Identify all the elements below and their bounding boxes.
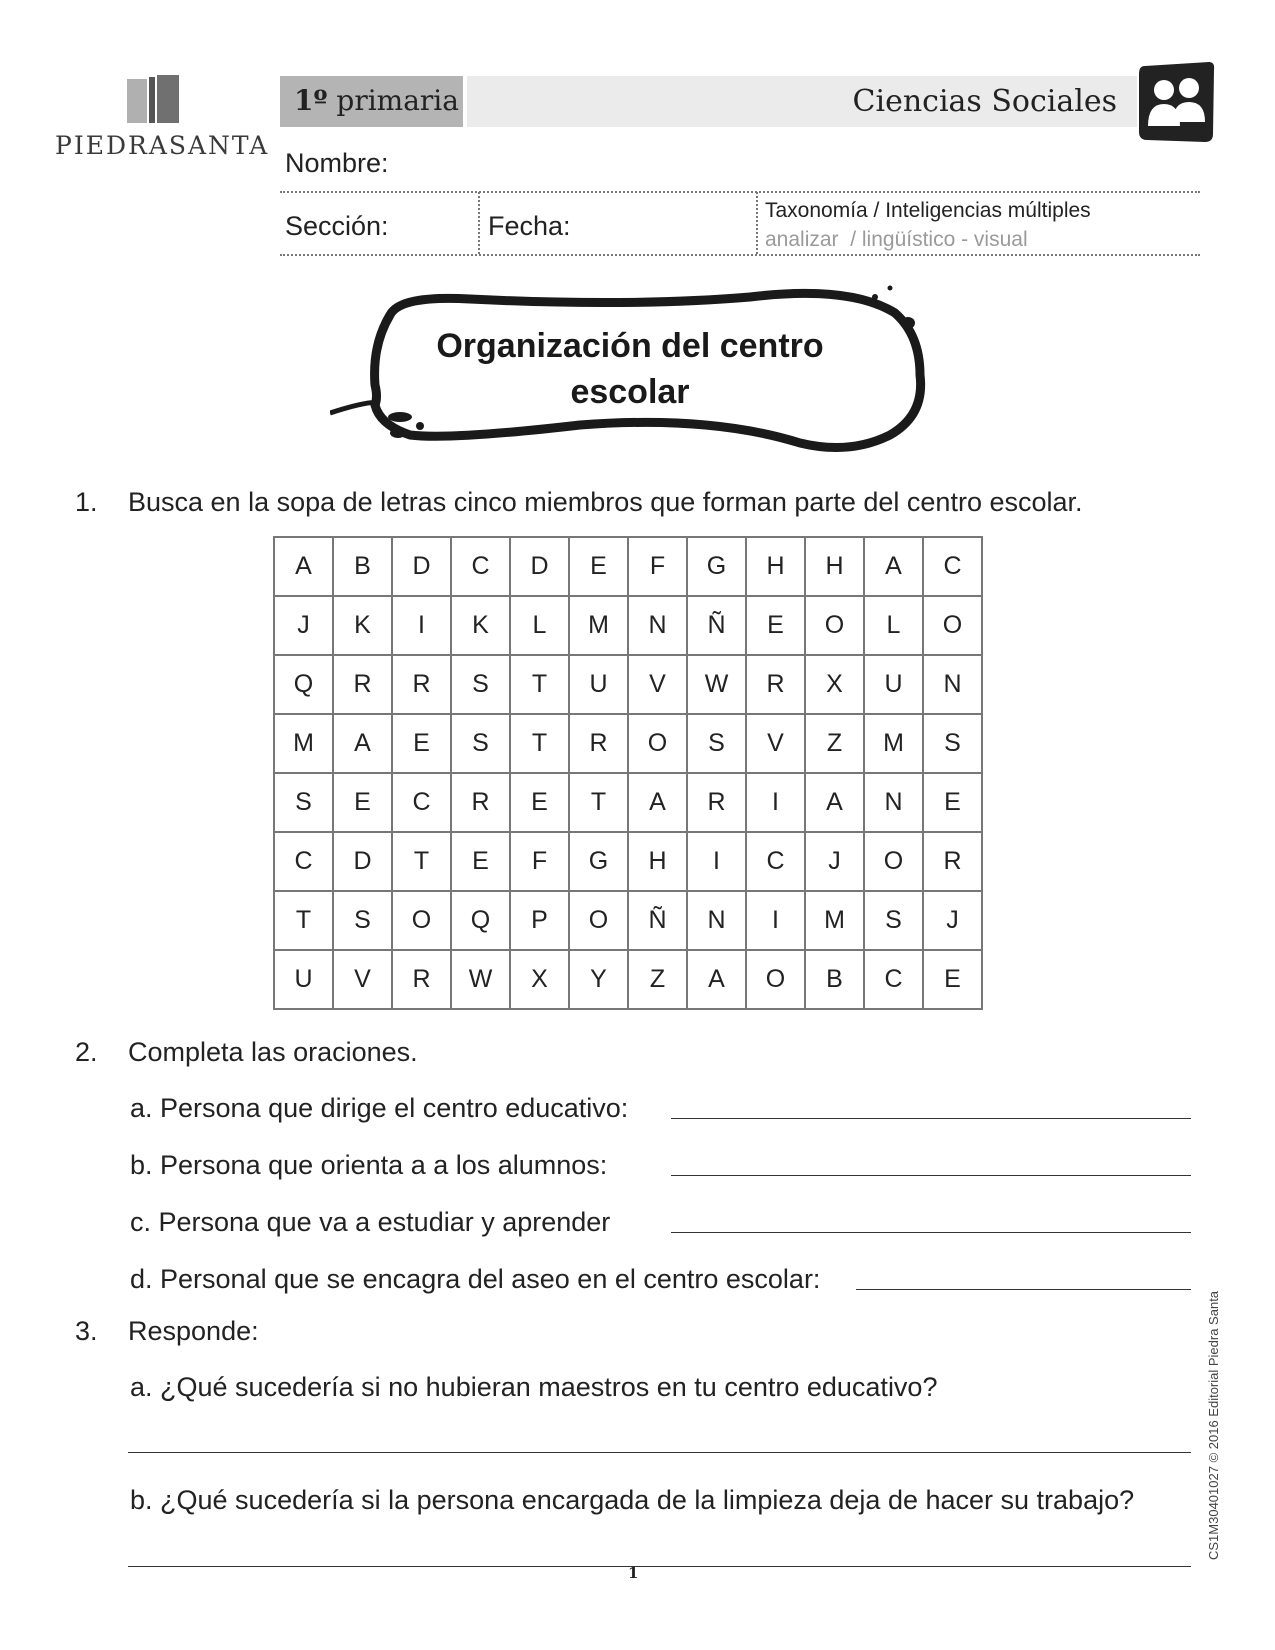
title-banner (330, 285, 940, 460)
grid-cell[interactable]: A (333, 714, 392, 773)
field-divider (478, 192, 480, 254)
grid-cell[interactable]: L (864, 596, 923, 655)
taxonomy-values: analizar / lingüístico - visual (765, 228, 1028, 251)
answer-line[interactable] (128, 1452, 1191, 1453)
grid-cell[interactable]: N (923, 655, 982, 714)
grid-cell[interactable]: O (569, 891, 628, 950)
grid-cell[interactable]: D (333, 832, 392, 891)
answer-line[interactable] (671, 1232, 1191, 1233)
grid-cell[interactable]: U (274, 950, 333, 1009)
grid-cell[interactable]: I (746, 891, 805, 950)
grid-cell[interactable]: C (451, 537, 510, 596)
grid-cell[interactable]: M (569, 596, 628, 655)
publisher-logo (55, 75, 270, 170)
grid-cell[interactable]: R (687, 773, 746, 832)
grid-cell[interactable]: H (628, 832, 687, 891)
grid-cell[interactable]: O (628, 714, 687, 773)
grid-cell[interactable]: B (333, 537, 392, 596)
grid-cell[interactable]: D (510, 537, 569, 596)
grid-cell[interactable]: A (274, 537, 333, 596)
answer-line[interactable] (128, 1566, 1191, 1567)
sentence-item: c. Persona que va a estudiar y aprender (130, 1207, 611, 1237)
people-icon (1137, 60, 1215, 144)
grid-cell[interactable]: R (392, 950, 451, 1009)
grid-cell[interactable]: A (805, 773, 864, 832)
grid-cell[interactable]: Q (274, 655, 333, 714)
page-title-line2: escolar (570, 373, 690, 411)
grid-cell[interactable]: I (392, 596, 451, 655)
grid-row (274, 596, 982, 655)
grid-cell[interactable]: N (864, 773, 923, 832)
grid-cell[interactable]: A (628, 773, 687, 832)
field-divider (756, 192, 758, 254)
answer-line[interactable] (671, 1175, 1191, 1176)
grid-cell[interactable]: M (274, 714, 333, 773)
grid-cell[interactable]: N (687, 891, 746, 950)
grade-number: 1º (294, 84, 328, 117)
grid-cell[interactable]: T (569, 773, 628, 832)
grid-cell[interactable]: T (392, 832, 451, 891)
grid-cell[interactable]: E (746, 596, 805, 655)
name-label: Nombre: (285, 148, 389, 178)
grid-cell[interactable]: A (687, 950, 746, 1009)
grid-cell[interactable]: O (805, 596, 864, 655)
grid-cell[interactable]: S (333, 891, 392, 950)
grid-cell[interactable]: I (687, 832, 746, 891)
grid-cell[interactable]: V (333, 950, 392, 1009)
question-number: 3. (75, 1316, 98, 1346)
grid-cell[interactable]: E (451, 832, 510, 891)
grid-cell[interactable]: Q (451, 891, 510, 950)
grid-cell[interactable]: R (451, 773, 510, 832)
grid-cell[interactable]: D (392, 537, 451, 596)
grid-cell[interactable]: C (864, 950, 923, 1009)
grid-cell[interactable]: R (333, 655, 392, 714)
page-number: 1 (628, 1564, 639, 1582)
grid-row (274, 773, 982, 832)
grid-cell[interactable]: E (923, 950, 982, 1009)
grid-cell[interactable]: C (923, 537, 982, 596)
grid-row (274, 714, 982, 773)
grid-cell[interactable]: N (628, 596, 687, 655)
grid-cell[interactable]: F (628, 537, 687, 596)
grid-cell[interactable]: O (392, 891, 451, 950)
response-item: a. ¿Qué sucedería si no hubieran maestros en tu centro educativo? (130, 1372, 938, 1402)
grid-cell[interactable]: U (864, 655, 923, 714)
grid-cell[interactable]: T (274, 891, 333, 950)
grid-cell[interactable]: T (510, 655, 569, 714)
question-number: 1. (75, 487, 98, 517)
grid-row (274, 832, 982, 891)
word-search-grid (273, 536, 983, 1010)
grid-cell[interactable]: Z (805, 714, 864, 773)
grid-cell[interactable]: R (392, 655, 451, 714)
grid-cell[interactable]: R (923, 832, 982, 891)
subject-title: Ciencias Sociales (852, 84, 1117, 119)
grid-cell[interactable]: J (923, 891, 982, 950)
grid-cell[interactable]: J (805, 832, 864, 891)
grid-row (274, 950, 982, 1009)
grid-cell[interactable]: P (510, 891, 569, 950)
grid-cell[interactable]: E (510, 773, 569, 832)
question-2-text: Completa las oraciones. (128, 1037, 418, 1067)
question-3-text: Responde: (128, 1316, 259, 1346)
grid-cell[interactable]: J (274, 596, 333, 655)
sentence-item: a. Persona que dirige el centro educativo: (130, 1093, 629, 1123)
grid-cell[interactable]: Ñ (687, 596, 746, 655)
grid-row (274, 891, 982, 950)
form-bottom-line (280, 254, 1200, 256)
name-line[interactable] (280, 191, 1200, 193)
grid-cell[interactable]: C (274, 832, 333, 891)
grid-cell[interactable]: X (510, 950, 569, 1009)
grid-cell[interactable]: T (510, 714, 569, 773)
grid-cell[interactable]: I (746, 773, 805, 832)
grid-cell[interactable]: M (864, 714, 923, 773)
grid-cell[interactable]: F (510, 832, 569, 891)
grid-cell[interactable]: U (569, 655, 628, 714)
grid-cell[interactable]: H (805, 537, 864, 596)
grid-cell[interactable]: C (392, 773, 451, 832)
grid-cell[interactable]: G (687, 537, 746, 596)
response-item: b. ¿Qué sucedería si la persona encargada de la limpieza deja de hacer su trabajo? (130, 1485, 1135, 1515)
answer-line[interactable] (856, 1289, 1191, 1290)
grid-cell[interactable]: A (864, 537, 923, 596)
grid-cell[interactable]: S (864, 891, 923, 950)
answer-line[interactable] (671, 1118, 1191, 1119)
section-label: Sección: (285, 211, 389, 241)
grid-cell[interactable]: R (746, 655, 805, 714)
grid-cell[interactable]: K (451, 596, 510, 655)
grid-cell[interactable]: S (451, 655, 510, 714)
subject-bar (467, 76, 1137, 127)
grid-cell[interactable]: S (687, 714, 746, 773)
grid-cell[interactable]: Y (569, 950, 628, 1009)
date-label: Fecha: (488, 211, 571, 241)
grid-cell[interactable]: C (746, 832, 805, 891)
grid-cell[interactable]: O (746, 950, 805, 1009)
publisher-name: PIEDRASANTA (55, 131, 270, 160)
grid-row (274, 655, 982, 714)
taxonomy-title: Taxonomía / Inteligencias múltiples (765, 199, 1091, 222)
grid-cell[interactable]: E (923, 773, 982, 832)
grid-cell[interactable]: W (451, 950, 510, 1009)
grid-cell[interactable]: M (805, 891, 864, 950)
page-title: Organización del centro (436, 327, 824, 365)
question-1-text: Busca en la sopa de letras cinco miembros que forman parte del centro escolar. (128, 487, 1083, 517)
sentence-item: b. Persona que orienta a a los alumnos: (130, 1150, 608, 1180)
grade-label-box (280, 76, 463, 127)
grid-cell[interactable]: Z (628, 950, 687, 1009)
grid-cell[interactable]: V (746, 714, 805, 773)
grid-cell[interactable]: H (746, 537, 805, 596)
grade-word: primaria (336, 84, 459, 117)
grid-cell[interactable]: B (805, 950, 864, 1009)
grid-cell[interactable]: S (451, 714, 510, 773)
grid-cell[interactable]: E (569, 537, 628, 596)
grid-cell[interactable]: R (569, 714, 628, 773)
grid-cell[interactable]: O (864, 832, 923, 891)
grid-row (274, 537, 982, 596)
grid-cell[interactable]: V (628, 655, 687, 714)
grid-cell[interactable]: O (923, 596, 982, 655)
grid-cell[interactable]: E (392, 714, 451, 773)
grid-cell[interactable]: Ñ (628, 891, 687, 950)
grid-cell[interactable]: W (687, 655, 746, 714)
grid-cell[interactable]: S (923, 714, 982, 773)
question-number: 2. (75, 1037, 98, 1067)
book-logo-icon (127, 75, 181, 125)
sentence-item: d. Personal que se encagra del aseo en el centro escolar: (130, 1264, 821, 1294)
grid-cell[interactable]: X (805, 655, 864, 714)
copyright-code: CS1M30401027 © 2016 Editorial Piedra Santa (1206, 1290, 1221, 1560)
grid-cell[interactable]: S (274, 773, 333, 832)
grid-cell[interactable]: G (569, 832, 628, 891)
grid-cell[interactable]: K (333, 596, 392, 655)
grid-cell[interactable]: E (333, 773, 392, 832)
grid-cell[interactable]: L (510, 596, 569, 655)
